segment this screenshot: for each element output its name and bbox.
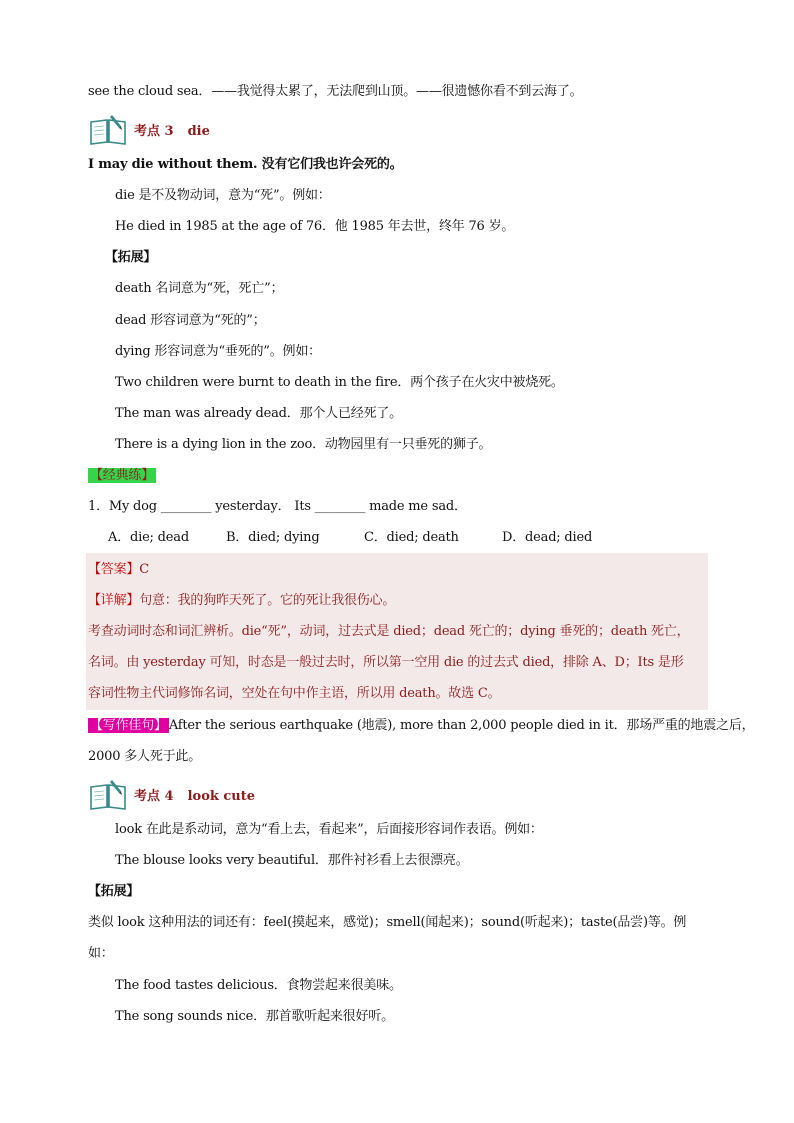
detail-line-3: 名词。由 yesterday 可知，时态是一般过去时，所以第一空用 die 的过去式 died，排除 A、D；Its 是形 [88,655,684,670]
section-4-example: The blouse looks very beautiful．那件衬衫看上去很漂亮。 [115,853,469,868]
section-4-explanation: look 在此是系动词，意为“看上去，看起来”，后面接形容词作表语。例如： [115,822,543,837]
section-4-label: 考点 4 [134,788,174,804]
intro-line: see the cloud sea．——我觉得太累了，无法爬到山顶。——很遗憾你看不到云海了。 [88,84,583,99]
section-4-heading [88,777,255,811]
detail-line-2: 考查动词时态和词汇辨析。die“死”，动词，过去式是 died；dead 死亡的；dying 垂死的；death 死亡， [88,624,690,639]
practice-options [108,529,592,546]
section-4-keyword: look cute [187,788,256,804]
option-a: A．die; dead [108,530,189,545]
section-4-example-1: The food tastes delicious．食物尝起来很美味。 [115,978,402,993]
practice-tag [88,467,156,484]
open-book-pencil-icon [88,777,128,811]
section-3-example: He died in 1985 at the age of 76．他 1985 年去世，终年 76 岁。 [115,219,515,234]
section-3-example-sentence: I may die without them. 没有它们我也许会死的。 [88,157,403,172]
section-3-extension-title: 【拓展】 [105,250,157,265]
detail-text-1: 句意：我的狗昨天死了。它的死让我很伤心。 [139,593,396,608]
open-book-pencil-icon [88,112,128,146]
extension-example-1: Two children were burnt to death in the fire．两个孩子在火灾中被烧死。 [115,375,564,390]
section-3-label: 考点 3 [134,123,174,139]
section-3-heading [88,112,210,146]
extension-example-2: The man was already dead．那个人已经死了。 [115,406,402,421]
detail-tag: 【详解】 [88,593,140,608]
answer-line [88,561,149,578]
section-4-extension-title: 【拓展】 [88,884,140,899]
option-b: B．died; dying [226,530,320,545]
option-d: D．dead; died [502,530,593,545]
detail-line-4: 容词性物主代词修饰名词，空处在句中作主语，所以用 death。故选 C。 [88,686,501,701]
detail-line-1 [88,592,395,609]
section-4-example-2: The song sounds nice．那首歌听起来很好听。 [115,1009,394,1024]
extension-item-dying: dying 形容词意为“垂死的”。例如： [115,344,321,359]
answer-value: C [139,562,149,577]
writing-line-1 [88,717,754,734]
option-c: C．died; death [364,530,459,545]
writing-tag: 【写作佳句】 [90,718,167,733]
practice-question: 1．My dog ________ yesterday． Its ________ made me sad． [88,499,467,514]
answer-tag: 【答案】 [88,562,140,577]
practice-tag-label: 【经典练】 [90,468,155,483]
extension-item-death: death 名词意为“死，死亡”； [115,281,284,296]
section-4-extension-line-2: 如： [88,946,114,961]
extension-item-dead: dead 形容词意为“死的”； [115,313,266,328]
extension-example-3: There is a dying lion in the zoo．动物园里有一只垂死的狮子。 [115,437,492,452]
section-3-keyword: die [187,123,210,139]
section-3-explanation: die 是不及物动词，意为“死”。例如： [115,188,331,203]
section-4-extension-line-1: 类似 look 这种用法的词还有：feel(摸起来，感觉)；smell(闻起来)；sound(听起来)；taste(品尝)等。例 [88,915,687,930]
writing-line-2: 2000 多人死于此。 [88,749,202,764]
writing-text-1: After the serious earthquake (地震), more than 2,000 people died in it．那场严重的地震之后， [168,718,755,733]
